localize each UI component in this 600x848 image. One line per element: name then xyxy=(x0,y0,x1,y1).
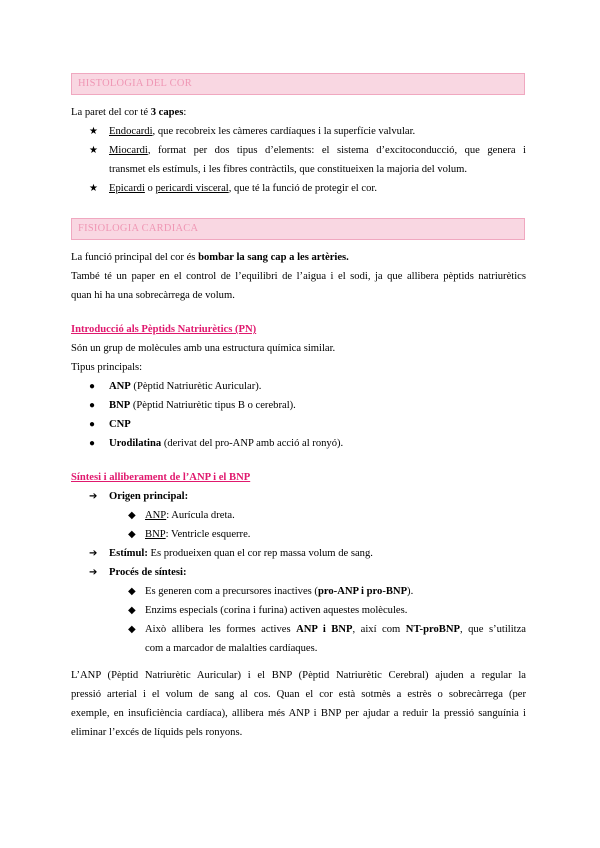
section-banner-histologia xyxy=(71,73,525,95)
diamond-icon: ◆ xyxy=(128,529,136,540)
origen-label: Origen principal: xyxy=(109,491,189,502)
fisiologia-paragraph-1: La funció principal del cor és bombar la sang cap a les artèries. xyxy=(71,252,349,263)
closing-line-1: L’ANP (Pèptid Natriurètic Auricular) i el BNP (Pèptid Natriurètic Cerebral) ajuden a regular la xyxy=(71,670,526,681)
section-title: FISIOLOGIA CARDIACA xyxy=(78,223,199,234)
origen-item-bnp: BNP: Ventricle esquerre. xyxy=(145,529,251,540)
list-item-miocardi-cont: transmet els estímuls, i les fibres contràctils, que constitueixen la majoria del volum. xyxy=(109,164,468,175)
subheading-sintesi: Síntesi i alliberament de l’ANP i el BNP xyxy=(71,472,251,483)
proces-item-3: Això allibera les formes actives ANP i BNP, així com NT-proBNP, que s’utilitza xyxy=(145,624,527,635)
pn-type-anp: ANP (Pèptid Natriurètic Auricular). xyxy=(109,381,262,392)
list-item-miocardi: Miocardi, format per dos tipus d’elements: el sistema d’excitoconducció, que genera i xyxy=(109,145,526,156)
closing-line-2: pressió arterial i el volum de sang al cos. Quan el cor està sotmès a estrès o sobrecàrrega (per xyxy=(71,689,526,700)
subheading-pn: Introducció als Pèptids Natriurètics (PN) xyxy=(71,324,257,335)
estimul-item: Estímul: Es produeixen quan el cor rep massa volum de sang. xyxy=(109,548,373,559)
star-icon: ★ xyxy=(89,145,98,156)
star-icon: ★ xyxy=(89,126,98,137)
fisiologia-paragraph-2-cont: quan hi ha una sobrecàrrega de volum. xyxy=(71,290,235,301)
star-icon: ★ xyxy=(89,183,98,194)
closing-line-4: eliminar l’excés de líquids pels ronyons. xyxy=(71,727,243,738)
section-title: HISTOLOGIA DEL COR xyxy=(78,78,192,89)
list-item-endocardi: Endocardi, que recobreix les càmeres cardíaques i la superfície valvular. xyxy=(109,126,416,137)
diamond-icon: ◆ xyxy=(128,586,136,597)
origen-item-anp: ANP: Aurícula dreta. xyxy=(145,510,235,521)
pn-types-label: Tipus principals: xyxy=(71,362,143,373)
proces-item-3-cont: com a marcador de malalties cardíaques. xyxy=(145,643,318,654)
arrow-icon: ➔ xyxy=(89,548,98,559)
bullet-icon: ● xyxy=(89,400,96,411)
intro-paragraph: La paret del cor té 3 capes: xyxy=(71,107,187,118)
arrow-icon: ➔ xyxy=(89,491,98,502)
pn-description: Són un grup de molècules amb una estructura química similar. xyxy=(71,343,336,354)
arrow-icon: ➔ xyxy=(89,567,98,578)
proces-item-1: Es generen com a precursores inactives (pro-ANP i pro-BNP). xyxy=(145,586,414,597)
diamond-icon: ◆ xyxy=(128,624,136,635)
section-banner-fisiologia xyxy=(71,218,525,240)
list-item-epicardi: Epicardi o pericardi visceral, que té la funció de protegir el cor. xyxy=(109,183,377,194)
diamond-icon: ◆ xyxy=(128,510,136,521)
pn-type-urodilatina: Urodilatina (derivat del pro-ANP amb acció al ronyó). xyxy=(109,438,344,449)
proces-label: Procés de síntesi: xyxy=(109,567,187,578)
pn-type-bnp: BNP (Pèptid Natriurètic tipus B o cerebral). xyxy=(109,400,296,411)
diamond-icon: ◆ xyxy=(128,605,136,616)
bullet-icon: ● xyxy=(89,419,96,430)
fisiologia-paragraph-2: També té un paper en el control de l’equilibri de l’aigua i el sodi, ja que allibera pèptids natriurètics xyxy=(71,271,526,282)
bullet-icon: ● xyxy=(89,438,96,449)
proces-item-2: Enzims especials (corina i furina) activen aquestes molècules. xyxy=(145,605,408,616)
closing-line-3: exemple, en insuficiència cardíaca), allibera més ANP i BNP per ajudar a reduir la pressió sanguínia i xyxy=(71,708,526,719)
pn-type-cnp: CNP xyxy=(109,419,131,430)
bullet-icon: ● xyxy=(89,381,96,392)
